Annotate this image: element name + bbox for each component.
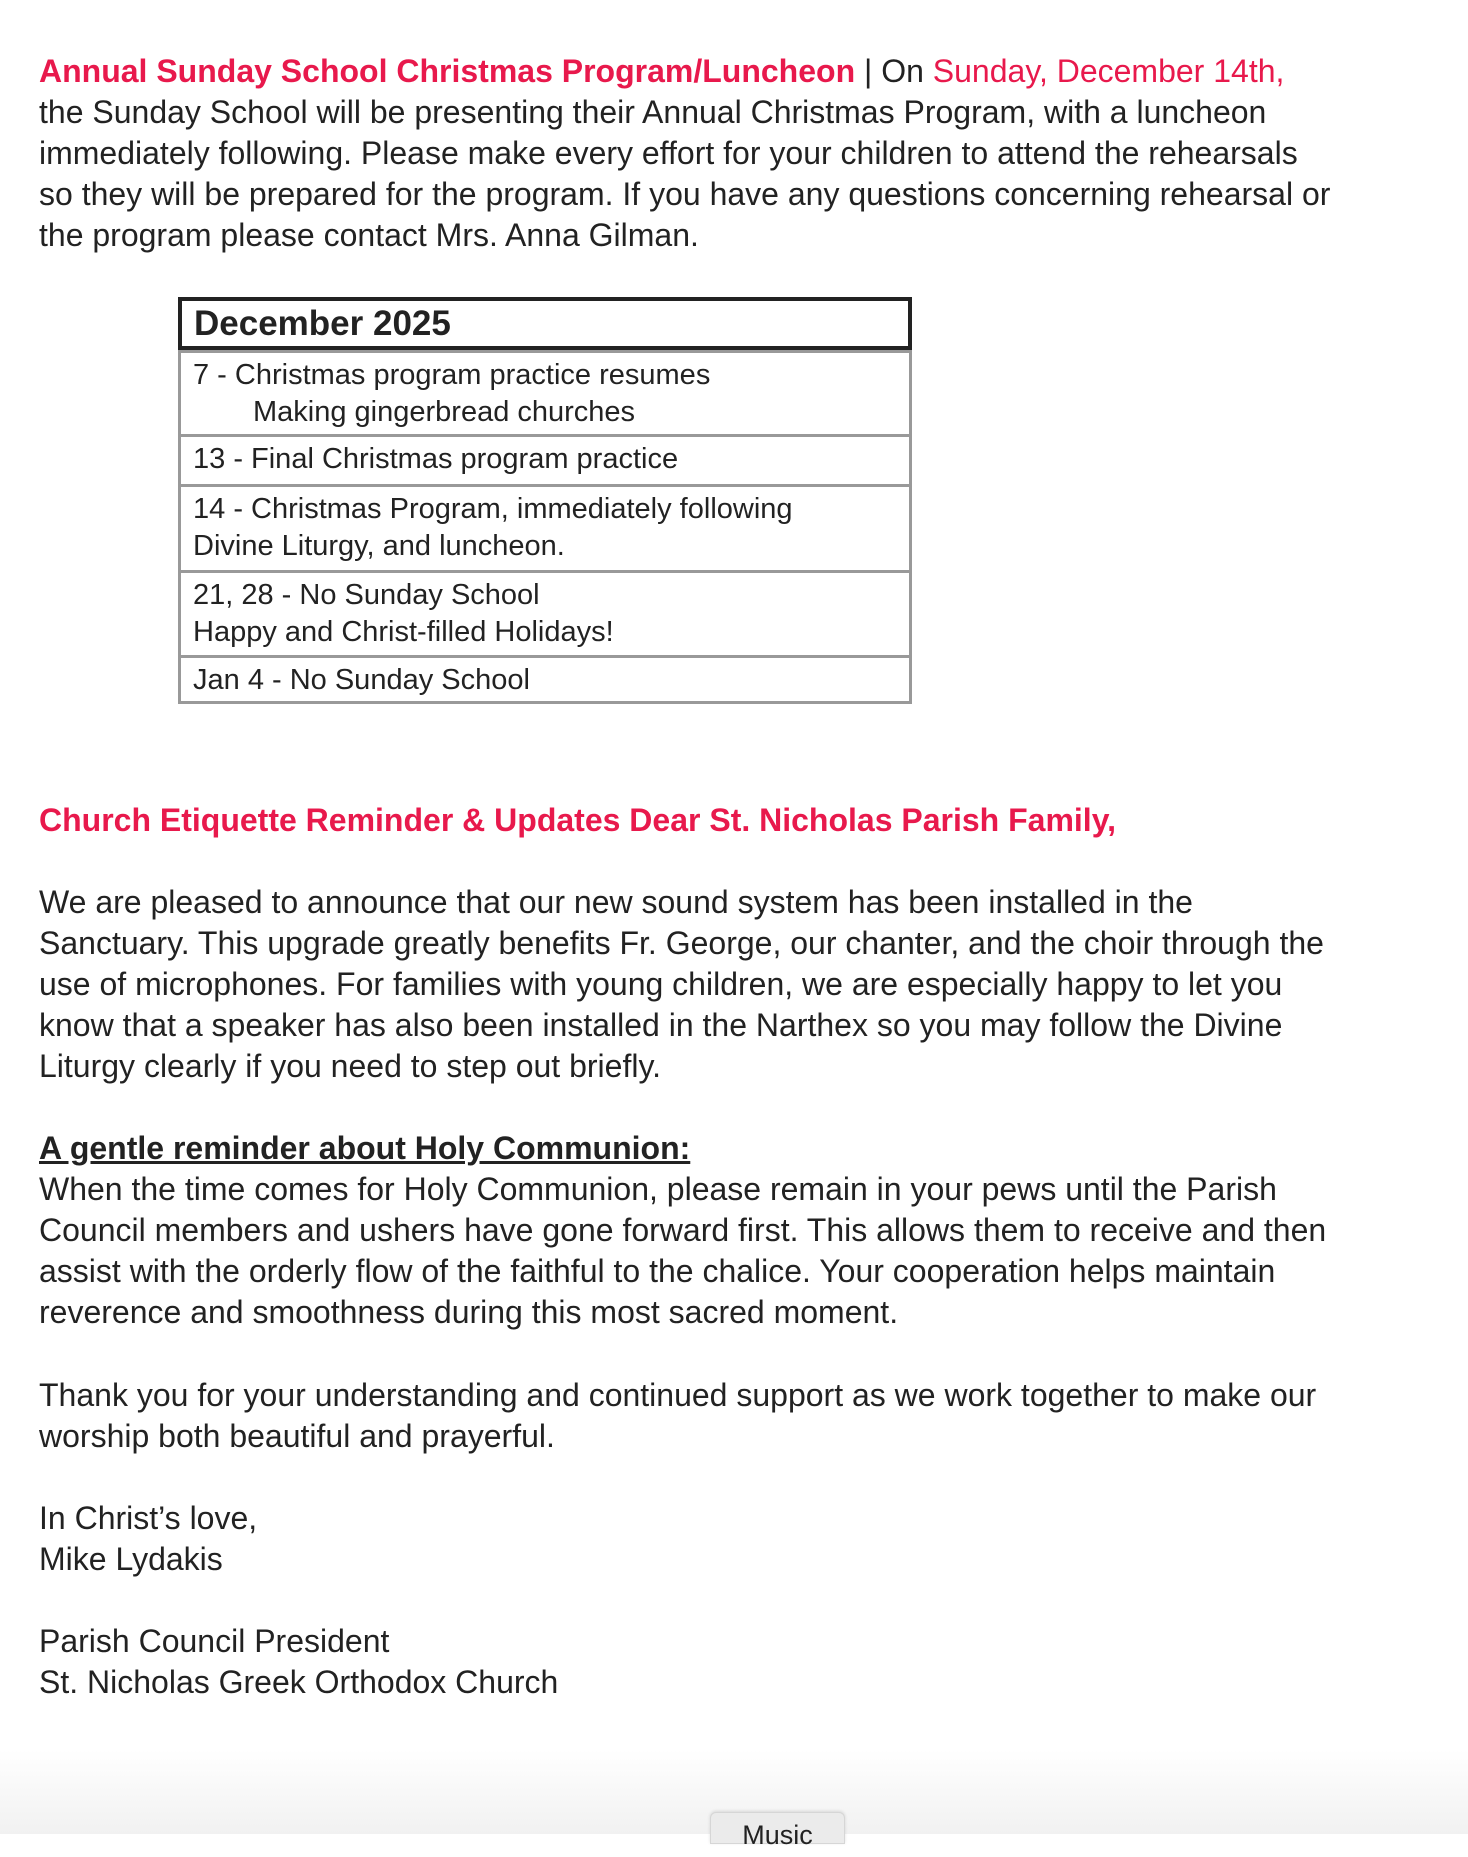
paragraph-line: know that a speaker has also been installed in the Narthex so you may follow the Divine [39,1007,1283,1043]
calendar-row [181,484,909,570]
announcement-line: immediately following. Please make every effort for your children to attend the rehearsals [39,135,1298,171]
calendar-header: December 2025 [178,297,912,350]
calendar-row-text: Jan 4 - No Sunday School [193,664,530,696]
calendar-row-text: 14 - Christmas Program, immediately following [193,493,793,525]
announcement-separator: | On [855,53,933,89]
calendar-row [181,570,909,655]
announcement-title: Annual Sunday School Christmas Program/Luncheon [39,53,856,89]
calendar-row [181,350,909,434]
calendar-row-subtext: Making gingerbread churches [253,396,636,428]
announcement-line: so they will be prepared for the program. If you have any questions concerning rehearsal or [39,176,1331,212]
calendar-row-text: 7 - Christmas program practice resumes [193,359,711,391]
paragraph-line: Sanctuary. This upgrade greatly benefits Fr. George, our chanter, and the choir through the [39,925,1324,961]
etiquette-heading: Church Etiquette Reminder & Updates Dear St. Nicholas Parish Family, [39,802,1116,838]
paragraph-line: reverence and smoothness during this most sacred moment. [39,1294,899,1330]
calendar-row [181,655,909,701]
communion-subheading: A gentle reminder about Holy Communion: [39,1130,691,1166]
paragraph-line: worship both beautiful and prayerful. [39,1418,555,1454]
announcement-date: Sunday, December 14th, [932,53,1285,89]
paragraph-line: When the time comes for Holy Communion, please remain in your pews until the Parish [39,1171,1277,1207]
announcement-line: the program please contact Mrs. Anna Gilman. [39,217,699,253]
paragraph-line: We are pleased to announce that our new sound system has been installed in the [39,884,1193,920]
paragraph-line: Liturgy clearly if you need to step out briefly. [39,1048,661,1084]
calendar-row-subtext: Divine Liturgy, and luncheon. [193,530,565,562]
church-name: St. Nicholas Greek Orthodox Church [39,1664,559,1700]
calendar-row-text: 13 - Final Christmas program practice [193,443,679,475]
calendar-row-text: 21, 28 - No Sunday School [193,579,540,611]
paragraph-line: Council members and ushers have gone forward first. This allows them to receive and then [39,1212,1327,1248]
announcement-line: the Sunday School will be presenting their Annual Christmas Program, with a luncheon [39,94,1267,130]
paragraph-line: Thank you for your understanding and continued support as we work together to make our [39,1377,1317,1413]
announcement-first-line [39,51,1284,92]
signer-title: Parish Council President [39,1623,390,1659]
closing-line: In Christ’s love, [39,1500,258,1536]
calendar-row-subtext: Happy and Christ-filled Holidays! [193,616,614,648]
paragraph-line: assist with the orderly flow of the faithful to the chalice. Your cooperation helps maintain [39,1253,1276,1289]
calendar-row [181,434,909,484]
music-tab-button[interactable]: Music [710,1812,845,1844]
signer-name: Mike Lydakis [39,1541,223,1577]
calendar-table [178,297,912,704]
paragraph-line: use of microphones. For families with young children, we are especially happy to let you [39,966,1283,1002]
